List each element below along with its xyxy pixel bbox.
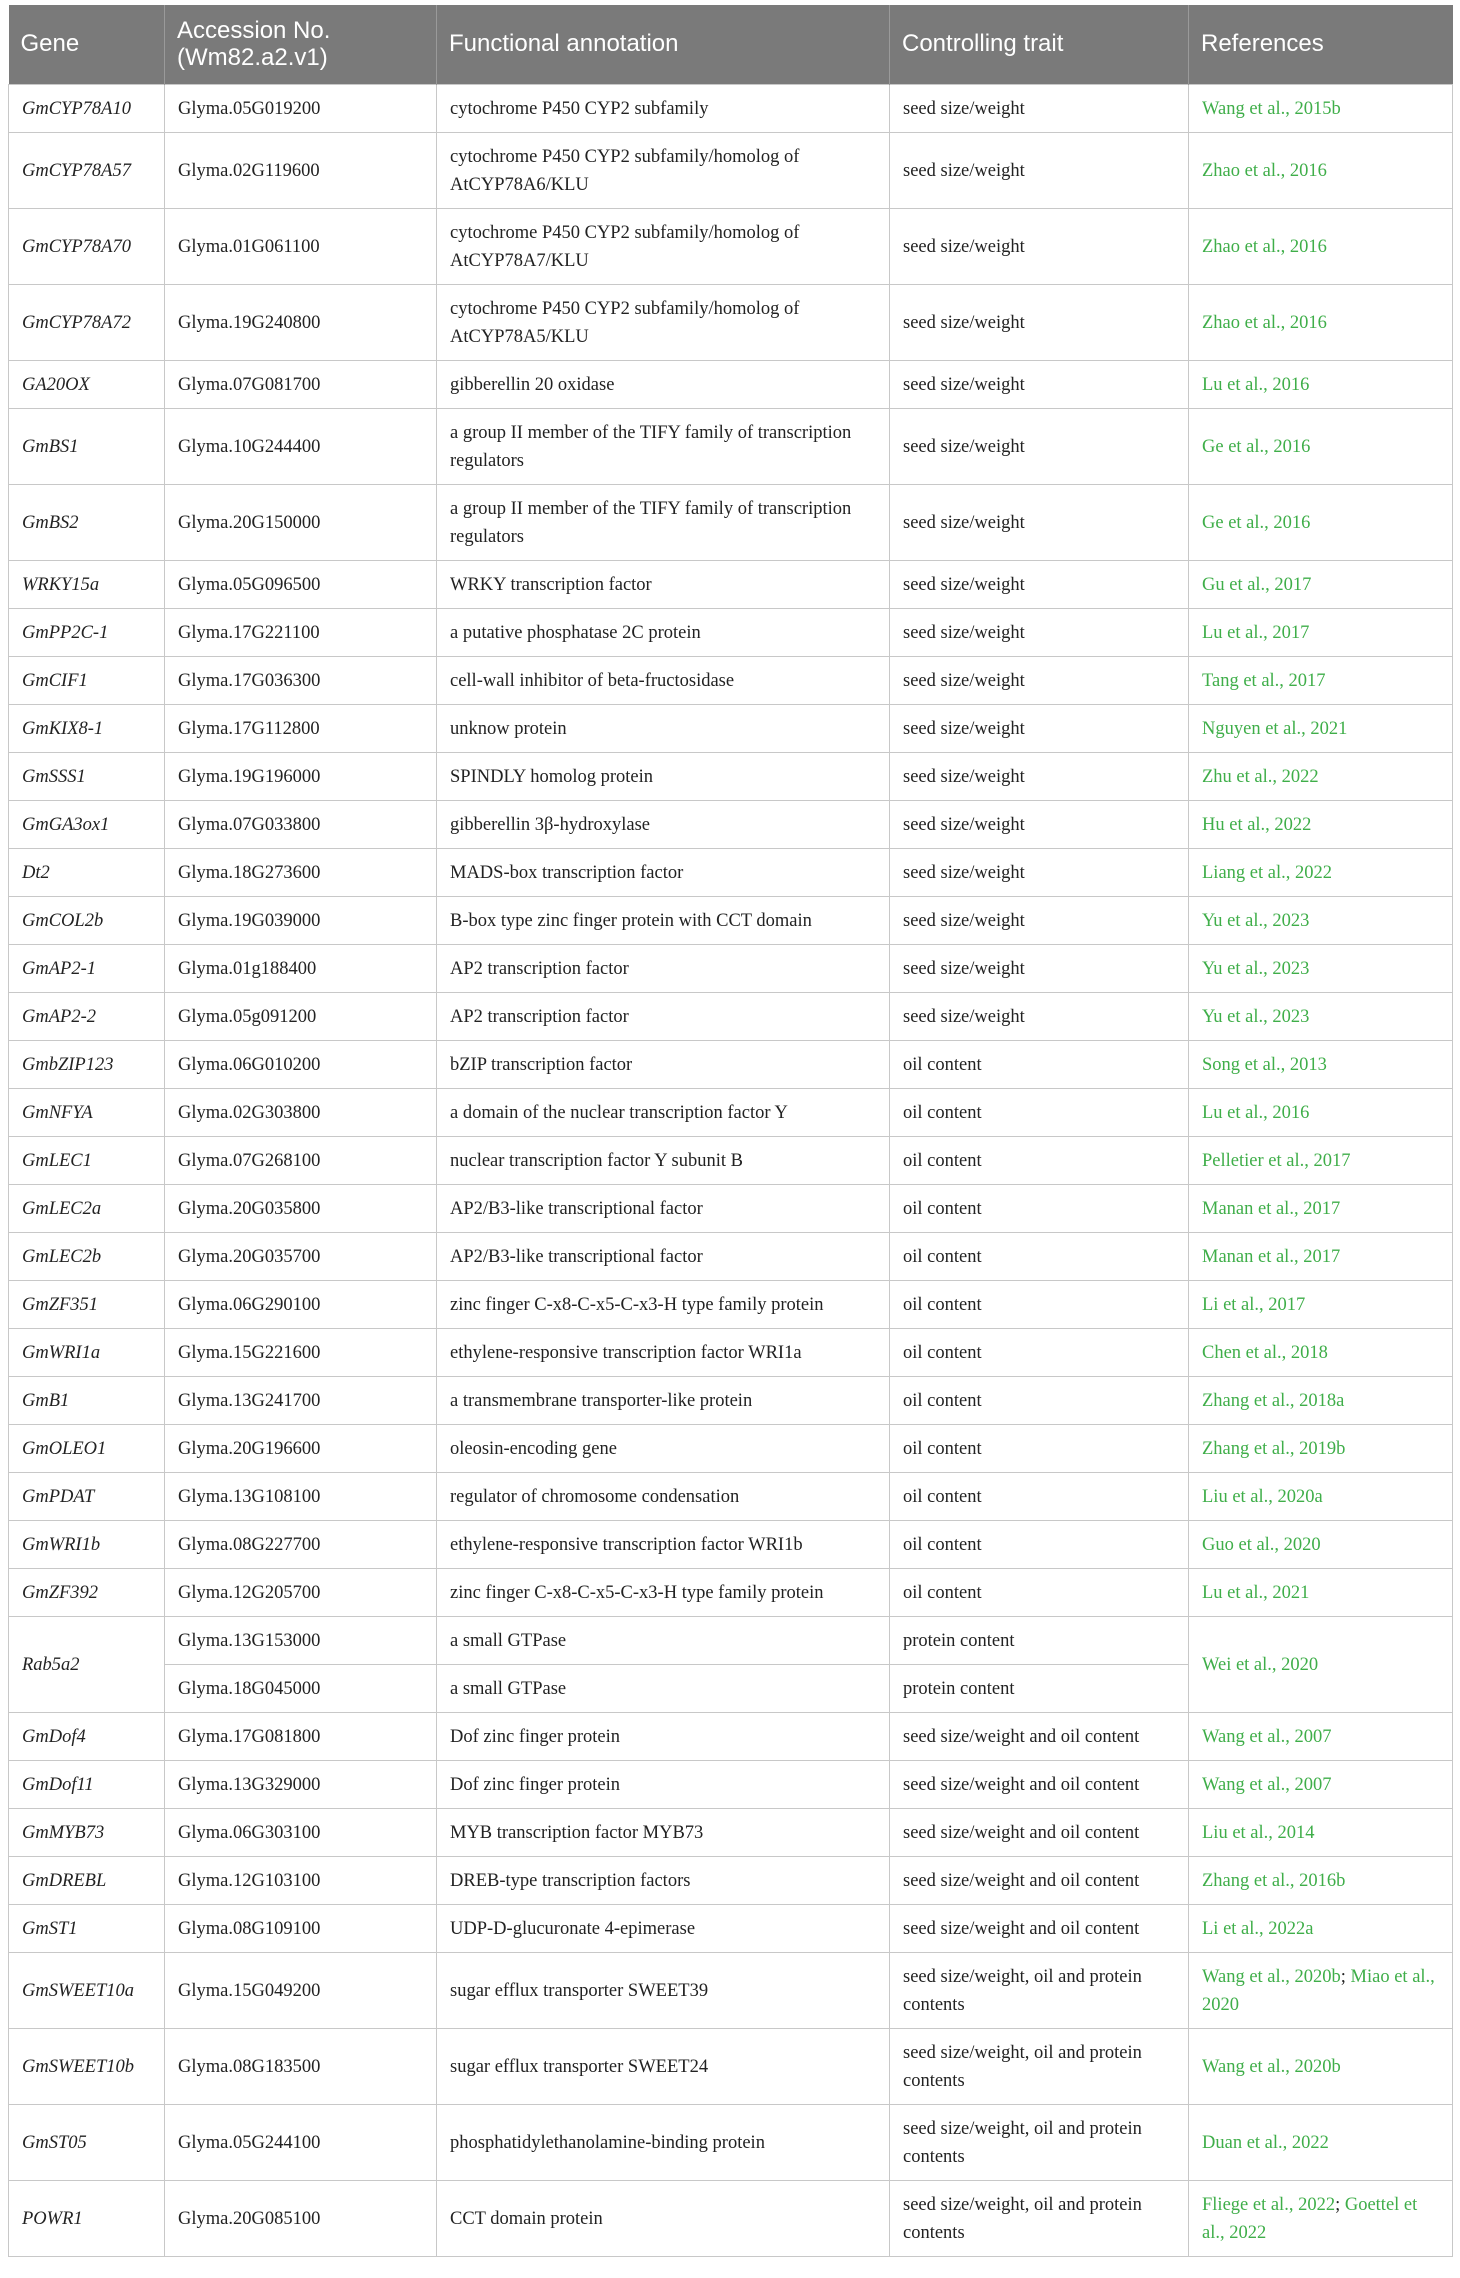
table-row — [9, 993, 1453, 1041]
annotation-cell: a group II member of the TIFY family of transcription regulators — [437, 485, 890, 561]
annotation-cell: Dof zinc finger protein — [437, 1761, 890, 1809]
trait-cell: seed size/weight — [890, 209, 1189, 285]
accession-cell: Glyma.06G303100 — [165, 1809, 437, 1857]
header-row — [9, 5, 1453, 85]
trait-cell: protein content — [890, 1665, 1189, 1713]
references-cell — [1189, 609, 1453, 657]
references-cell — [1189, 285, 1453, 361]
reference-link[interactable]: Wang et al., 2007 — [1202, 1726, 1332, 1747]
reference-link[interactable]: Yu et al., 2023 — [1202, 958, 1310, 979]
references-cell — [1189, 209, 1453, 285]
trait-cell: oil content — [890, 1377, 1189, 1425]
reference-link[interactable]: Yu et al., 2023 — [1202, 910, 1310, 931]
table-row — [9, 849, 1453, 897]
reference-link[interactable]: Lu et al., 2016 — [1202, 1102, 1310, 1123]
accession-cell: Glyma.02G303800 — [165, 1089, 437, 1137]
accession-cell: Glyma.13G241700 — [165, 1377, 437, 1425]
reference-link[interactable]: Manan et al., 2017 — [1202, 1246, 1341, 1267]
table-row — [9, 85, 1453, 133]
trait-cell: oil content — [890, 1281, 1189, 1329]
gene-cell: GmWRI1a — [9, 1329, 165, 1377]
accession-cell: Glyma.19G196000 — [165, 753, 437, 801]
reference-link[interactable]: Fliege et al., 2022 — [1202, 2194, 1336, 2215]
references-cell — [1189, 1713, 1453, 1761]
accession-cell: Glyma.08G183500 — [165, 2029, 437, 2105]
reference-link[interactable]: Miao et al., 2020 — [1202, 1966, 1435, 2015]
gene-cell: Rab5a2 — [9, 1617, 165, 1713]
accession-cell: Glyma.07G033800 — [165, 801, 437, 849]
accession-cell: Glyma.20G150000 — [165, 485, 437, 561]
trait-cell: oil content — [890, 1569, 1189, 1617]
reference-link[interactable]: Chen et al., 2018 — [1202, 1342, 1328, 1363]
trait-cell: seed size/weight — [890, 609, 1189, 657]
reference-link[interactable]: Li et al., 2017 — [1202, 1294, 1306, 1315]
annotation-cell: cytochrome P450 CYP2 subfamily — [437, 85, 890, 133]
column-header-references: References — [1189, 5, 1453, 85]
accession-cell: Glyma.17G081800 — [165, 1713, 437, 1761]
table-row — [9, 209, 1453, 285]
references-cell — [1189, 1281, 1453, 1329]
table-row — [9, 705, 1453, 753]
references-cell — [1189, 1137, 1453, 1185]
accession-cell: Glyma.07G268100 — [165, 1137, 437, 1185]
table-row — [9, 1137, 1453, 1185]
annotation-cell: AP2/B3-like transcriptional factor — [437, 1233, 890, 1281]
gene-cell: GmPP2C-1 — [9, 609, 165, 657]
annotation-cell: a putative phosphatase 2C protein — [437, 609, 890, 657]
reference-link[interactable]: Zhang et al., 2019b — [1202, 1438, 1346, 1459]
annotation-cell: CCT domain protein — [437, 2181, 890, 2257]
references-cell — [1189, 945, 1453, 993]
references-cell — [1189, 849, 1453, 897]
gene-cell: GmCIF1 — [9, 657, 165, 705]
table-row — [9, 1281, 1453, 1329]
column-header-accession: Accession No. (Wm82.a2.v1) — [165, 5, 437, 85]
gene-cell: GmWRI1b — [9, 1521, 165, 1569]
trait-cell: oil content — [890, 1185, 1189, 1233]
table-row — [9, 1809, 1453, 1857]
annotation-cell: ethylene-responsive transcription factor WRI1b — [437, 1521, 890, 1569]
accession-cell: Glyma.17G221100 — [165, 609, 437, 657]
table-row — [9, 753, 1453, 801]
references-cell — [1189, 1905, 1453, 1953]
trait-cell: seed size/weight, oil and protein contents — [890, 1953, 1189, 2029]
annotation-cell: cytochrome P450 CYP2 subfamily/homolog of AtCYP78A6/KLU — [437, 133, 890, 209]
accession-cell: Glyma.12G205700 — [165, 1569, 437, 1617]
accession-cell: Glyma.05G244100 — [165, 2105, 437, 2181]
gene-cell: GmSSS1 — [9, 753, 165, 801]
references-cell — [1189, 2029, 1453, 2105]
trait-cell: oil content — [890, 1473, 1189, 1521]
trait-cell: seed size/weight — [890, 705, 1189, 753]
gene-cell: GmLEC1 — [9, 1137, 165, 1185]
trait-cell: oil content — [890, 1089, 1189, 1137]
gene-cell: GmKIX8-1 — [9, 705, 165, 753]
table-row — [9, 2181, 1453, 2257]
references-cell — [1189, 657, 1453, 705]
annotation-cell: DREB-type transcription factors — [437, 1857, 890, 1905]
table-row — [9, 1857, 1453, 1905]
accession-cell: Glyma.20G196600 — [165, 1425, 437, 1473]
trait-cell: oil content — [890, 1137, 1189, 1185]
gene-cell: Dt2 — [9, 849, 165, 897]
references-cell — [1189, 1953, 1453, 2029]
table-header — [9, 5, 1453, 85]
reference-link[interactable]: Liu et al., 2020a — [1202, 1486, 1323, 1507]
reference-link[interactable]: Zhang et al., 2016b — [1202, 1870, 1346, 1891]
column-header-trait: Controlling trait — [890, 5, 1189, 85]
references-cell — [1189, 1569, 1453, 1617]
reference-link[interactable]: Pelletier et al., 2017 — [1202, 1150, 1351, 1171]
annotation-cell: AP2 transcription factor — [437, 945, 890, 993]
reference-link[interactable]: Lu et al., 2017 — [1202, 622, 1310, 643]
table-row — [9, 1953, 1453, 2029]
references-cell — [1189, 1521, 1453, 1569]
reference-link[interactable]: Goettel et al., 2022 — [1202, 2194, 1418, 2243]
table-row — [9, 945, 1453, 993]
trait-cell: seed size/weight and oil content — [890, 1857, 1189, 1905]
annotation-cell: cytochrome P450 CYP2 subfamily/homolog of AtCYP78A7/KLU — [437, 209, 890, 285]
trait-cell: oil content — [890, 1233, 1189, 1281]
gene-cell: GmST05 — [9, 2105, 165, 2181]
trait-cell: seed size/weight — [890, 361, 1189, 409]
trait-cell: protein content — [890, 1617, 1189, 1665]
reference-link[interactable]: Lu et al., 2016 — [1202, 374, 1310, 395]
references-cell — [1189, 1809, 1453, 1857]
accession-cell: Glyma.12G103100 — [165, 1857, 437, 1905]
reference-link[interactable]: Zhao et al., 2016 — [1202, 312, 1327, 333]
trait-cell: seed size/weight and oil content — [890, 1713, 1189, 1761]
table-row — [9, 1521, 1453, 1569]
gene-cell: GmCYP78A10 — [9, 85, 165, 133]
references-cell — [1189, 1329, 1453, 1377]
trait-cell: oil content — [890, 1425, 1189, 1473]
annotation-cell: oleosin-encoding gene — [437, 1425, 890, 1473]
reference-link[interactable]: Yu et al., 2023 — [1202, 1006, 1310, 1027]
gene-table — [8, 5, 1453, 2257]
annotation-cell: gibberellin 3β-hydroxylase — [437, 801, 890, 849]
accession-cell: Glyma.17G112800 — [165, 705, 437, 753]
trait-cell: seed size/weight — [890, 133, 1189, 209]
table-row — [9, 1377, 1453, 1425]
column-header-gene: Gene — [9, 5, 165, 85]
accession-cell: Glyma.01g188400 — [165, 945, 437, 993]
table-row — [9, 1713, 1453, 1761]
trait-cell: seed size/weight and oil content — [890, 1761, 1189, 1809]
reference-link[interactable]: Zhang et al., 2018a — [1202, 1390, 1345, 1411]
accession-cell: Glyma.05g091200 — [165, 993, 437, 1041]
annotation-cell: sugar efflux transporter SWEET24 — [437, 2029, 890, 2105]
table-row — [9, 801, 1453, 849]
references-cell — [1189, 1377, 1453, 1425]
annotation-cell: UDP-D-glucuronate 4-epimerase — [437, 1905, 890, 1953]
table-row — [9, 485, 1453, 561]
trait-cell: seed size/weight, oil and protein contents — [890, 2105, 1189, 2181]
accession-cell: Glyma.05G019200 — [165, 85, 437, 133]
reference-link[interactable]: Ge et al., 2016 — [1202, 436, 1311, 457]
reference-link[interactable]: Duan et al., 2022 — [1202, 2132, 1329, 2153]
trait-cell: oil content — [890, 1329, 1189, 1377]
references-cell — [1189, 1233, 1453, 1281]
accession-cell: Glyma.06G010200 — [165, 1041, 437, 1089]
trait-cell: seed size/weight — [890, 753, 1189, 801]
annotation-cell: nuclear transcription factor Y subunit B — [437, 1137, 890, 1185]
annotation-cell: MYB transcription factor MYB73 — [437, 1809, 890, 1857]
accession-cell: Glyma.06G290100 — [165, 1281, 437, 1329]
table-body — [9, 85, 1453, 2257]
accession-cell: Glyma.08G109100 — [165, 1905, 437, 1953]
table-row — [9, 1041, 1453, 1089]
column-header-annotation: Functional annotation — [437, 5, 890, 85]
table-row — [9, 1089, 1453, 1137]
accession-cell: Glyma.19G039000 — [165, 897, 437, 945]
gene-cell: GmSWEET10b — [9, 2029, 165, 2105]
gene-cell: GmCYP78A57 — [9, 133, 165, 209]
annotation-cell: a small GTPase — [437, 1665, 890, 1713]
reference-link[interactable]: Song et al., 2013 — [1202, 1054, 1327, 1075]
reference-link[interactable]: Wei et al., 2020 — [1202, 1654, 1319, 1675]
references-cell — [1189, 561, 1453, 609]
trait-cell: seed size/weight, oil and protein contents — [890, 2181, 1189, 2257]
gene-cell: GmCYP78A70 — [9, 209, 165, 285]
annotation-cell: bZIP transcription factor — [437, 1041, 890, 1089]
annotation-cell: a domain of the nuclear transcription factor Y — [437, 1089, 890, 1137]
annotation-cell: MADS-box transcription factor — [437, 849, 890, 897]
reference-link[interactable]: Nguyen et al., 2021 — [1202, 718, 1348, 739]
references-cell — [1189, 1185, 1453, 1233]
trait-cell: seed size/weight — [890, 409, 1189, 485]
table-row — [9, 1761, 1453, 1809]
references-cell — [1189, 897, 1453, 945]
reference-link[interactable]: Zhu et al., 2022 — [1202, 766, 1319, 787]
table-row — [9, 1329, 1453, 1377]
reference-link[interactable]: Manan et al., 2017 — [1202, 1198, 1341, 1219]
accession-cell: Glyma.08G227700 — [165, 1521, 437, 1569]
trait-cell: seed size/weight — [890, 945, 1189, 993]
accession-cell: Glyma.02G119600 — [165, 133, 437, 209]
gene-cell: GmOLEO1 — [9, 1425, 165, 1473]
references-cell — [1189, 409, 1453, 485]
trait-cell: oil content — [890, 1521, 1189, 1569]
reference-link[interactable]: Lu et al., 2021 — [1202, 1582, 1310, 1603]
trait-cell: seed size/weight — [890, 849, 1189, 897]
accession-cell: Glyma.18G045000 — [165, 1665, 437, 1713]
trait-cell: seed size/weight — [890, 657, 1189, 705]
trait-cell: seed size/weight — [890, 897, 1189, 945]
gene-cell: GmNFYA — [9, 1089, 165, 1137]
annotation-cell: a group II member of the TIFY family of transcription regulators — [437, 409, 890, 485]
gene-cell: GmCYP78A72 — [9, 285, 165, 361]
annotation-cell: cytochrome P450 CYP2 subfamily/homolog of AtCYP78A5/KLU — [437, 285, 890, 361]
gene-cell: GA20OX — [9, 361, 165, 409]
annotation-cell: sugar efflux transporter SWEET39 — [437, 1953, 890, 2029]
gene-cell: GmBS2 — [9, 485, 165, 561]
gene-cell: GmBS1 — [9, 409, 165, 485]
gene-cell: GmZF351 — [9, 1281, 165, 1329]
trait-cell: seed size/weight and oil content — [890, 1809, 1189, 1857]
annotation-cell: AP2/B3-like transcriptional factor — [437, 1185, 890, 1233]
trait-cell: seed size/weight — [890, 285, 1189, 361]
accession-cell: Glyma.07G081700 — [165, 361, 437, 409]
gene-cell: GmST1 — [9, 1905, 165, 1953]
table-row — [9, 133, 1453, 209]
table-row — [9, 609, 1453, 657]
accession-cell: Glyma.15G221600 — [165, 1329, 437, 1377]
gene-cell: WRKY15a — [9, 561, 165, 609]
reference-link[interactable]: Liang et al., 2022 — [1202, 862, 1332, 883]
table-row — [9, 657, 1453, 705]
trait-cell: seed size/weight — [890, 485, 1189, 561]
reference-separator: ; — [1340, 1966, 1351, 1987]
accession-cell: Glyma.13G153000 — [165, 1617, 437, 1665]
references-cell — [1189, 361, 1453, 409]
annotation-cell: a small GTPase — [437, 1617, 890, 1665]
reference-link[interactable]: Guo et al., 2020 — [1202, 1534, 1321, 1555]
table-row — [9, 409, 1453, 485]
accession-cell: Glyma.19G240800 — [165, 285, 437, 361]
trait-cell: seed size/weight — [890, 561, 1189, 609]
accession-cell: Glyma.17G036300 — [165, 657, 437, 705]
table-row — [9, 361, 1453, 409]
references-cell — [1189, 753, 1453, 801]
accession-cell: Glyma.13G108100 — [165, 1473, 437, 1521]
table-row — [9, 1617, 1453, 1665]
gene-cell: GmB1 — [9, 1377, 165, 1425]
table-row — [9, 2105, 1453, 2181]
references-cell — [1189, 1089, 1453, 1137]
annotation-cell: phosphatidylethanolamine-binding protein — [437, 2105, 890, 2181]
reference-link[interactable]: Tang et al., 2017 — [1202, 670, 1326, 691]
table-row — [9, 1185, 1453, 1233]
gene-cell: GmAP2-1 — [9, 945, 165, 993]
references-cell — [1189, 85, 1453, 133]
annotation-cell: zinc finger C-x8-C-x5-C-x3-H type family protein — [437, 1569, 890, 1617]
gene-cell: GmGA3ox1 — [9, 801, 165, 849]
annotation-cell: cell-wall inhibitor of beta-fructosidase — [437, 657, 890, 705]
annotation-cell: unknow protein — [437, 705, 890, 753]
gene-cell: GmZF392 — [9, 1569, 165, 1617]
table-row — [9, 285, 1453, 361]
gene-cell: POWR1 — [9, 2181, 165, 2257]
reference-link[interactable]: Gu et al., 2017 — [1202, 574, 1312, 595]
trait-cell: seed size/weight — [890, 85, 1189, 133]
reference-link[interactable]: Zhao et al., 2016 — [1202, 236, 1327, 257]
annotation-cell: gibberellin 20 oxidase — [437, 361, 890, 409]
annotation-cell: regulator of chromosome condensation — [437, 1473, 890, 1521]
gene-cell: GmCOL2b — [9, 897, 165, 945]
references-cell — [1189, 1617, 1453, 1713]
trait-cell: seed size/weight — [890, 801, 1189, 849]
gene-cell: GmMYB73 — [9, 1809, 165, 1857]
accession-cell: Glyma.18G273600 — [165, 849, 437, 897]
gene-cell: GmDREBL — [9, 1857, 165, 1905]
gene-cell: GmSWEET10a — [9, 1953, 165, 2029]
reference-link[interactable]: Wang et al., 2020b — [1202, 1966, 1341, 1987]
reference-link[interactable]: Hu et al., 2022 — [1202, 814, 1312, 835]
accession-cell: Glyma.20G035700 — [165, 1233, 437, 1281]
reference-link[interactable]: Ge et al., 2016 — [1202, 512, 1311, 533]
annotation-cell: WRKY transcription factor — [437, 561, 890, 609]
reference-link[interactable]: Liu et al., 2014 — [1202, 1822, 1315, 1843]
reference-link[interactable]: Wang et al., 2007 — [1202, 1774, 1332, 1795]
annotation-cell: AP2 transcription factor — [437, 993, 890, 1041]
references-cell — [1189, 1761, 1453, 1809]
table-row — [9, 2029, 1453, 2105]
gene-cell: GmPDAT — [9, 1473, 165, 1521]
accession-cell: Glyma.15G049200 — [165, 1953, 437, 2029]
gene-cell: GmDof4 — [9, 1713, 165, 1761]
references-cell — [1189, 2181, 1453, 2257]
references-cell — [1189, 133, 1453, 209]
references-cell — [1189, 485, 1453, 561]
gene-cell: GmAP2-2 — [9, 993, 165, 1041]
table-row — [9, 897, 1453, 945]
trait-cell: seed size/weight, oil and protein contents — [890, 2029, 1189, 2105]
table-row — [9, 1473, 1453, 1521]
references-cell — [1189, 1473, 1453, 1521]
accession-cell: Glyma.13G329000 — [165, 1761, 437, 1809]
annotation-cell: Dof zinc finger protein — [437, 1713, 890, 1761]
reference-link[interactable]: Wang et al., 2020b — [1202, 2056, 1341, 2077]
annotation-cell: a transmembrane transporter-like protein — [437, 1377, 890, 1425]
trait-cell: oil content — [890, 1041, 1189, 1089]
reference-link[interactable]: Zhao et al., 2016 — [1202, 160, 1327, 181]
annotation-cell: ethylene-responsive transcription factor WRI1a — [437, 1329, 890, 1377]
references-cell — [1189, 705, 1453, 753]
references-cell — [1189, 993, 1453, 1041]
trait-cell: seed size/weight and oil content — [890, 1905, 1189, 1953]
table-row — [9, 1233, 1453, 1281]
reference-link[interactable]: Li et al., 2022a — [1202, 1918, 1314, 1939]
reference-separator: ; — [1335, 2194, 1345, 2215]
gene-cell: GmLEC2b — [9, 1233, 165, 1281]
table-row — [9, 1569, 1453, 1617]
table-row — [9, 1905, 1453, 1953]
table-row — [9, 1425, 1453, 1473]
references-cell — [1189, 1425, 1453, 1473]
accession-cell: Glyma.20G035800 — [165, 1185, 437, 1233]
table-row — [9, 561, 1453, 609]
references-cell — [1189, 2105, 1453, 2181]
references-cell — [1189, 1041, 1453, 1089]
accession-cell: Glyma.05G096500 — [165, 561, 437, 609]
accession-cell: Glyma.01G061100 — [165, 209, 437, 285]
annotation-cell: SPINDLY homolog protein — [437, 753, 890, 801]
accession-cell: Glyma.20G085100 — [165, 2181, 437, 2257]
gene-cell: GmbZIP123 — [9, 1041, 165, 1089]
accession-cell: Glyma.10G244400 — [165, 409, 437, 485]
references-cell — [1189, 801, 1453, 849]
gene-cell: GmDof11 — [9, 1761, 165, 1809]
annotation-cell: B-box type zinc finger protein with CCT domain — [437, 897, 890, 945]
gene-cell: GmLEC2a — [9, 1185, 165, 1233]
reference-link[interactable]: Wang et al., 2015b — [1202, 98, 1341, 119]
trait-cell: seed size/weight — [890, 993, 1189, 1041]
annotation-cell: zinc finger C-x8-C-x5-C-x3-H type family protein — [437, 1281, 890, 1329]
references-cell — [1189, 1857, 1453, 1905]
